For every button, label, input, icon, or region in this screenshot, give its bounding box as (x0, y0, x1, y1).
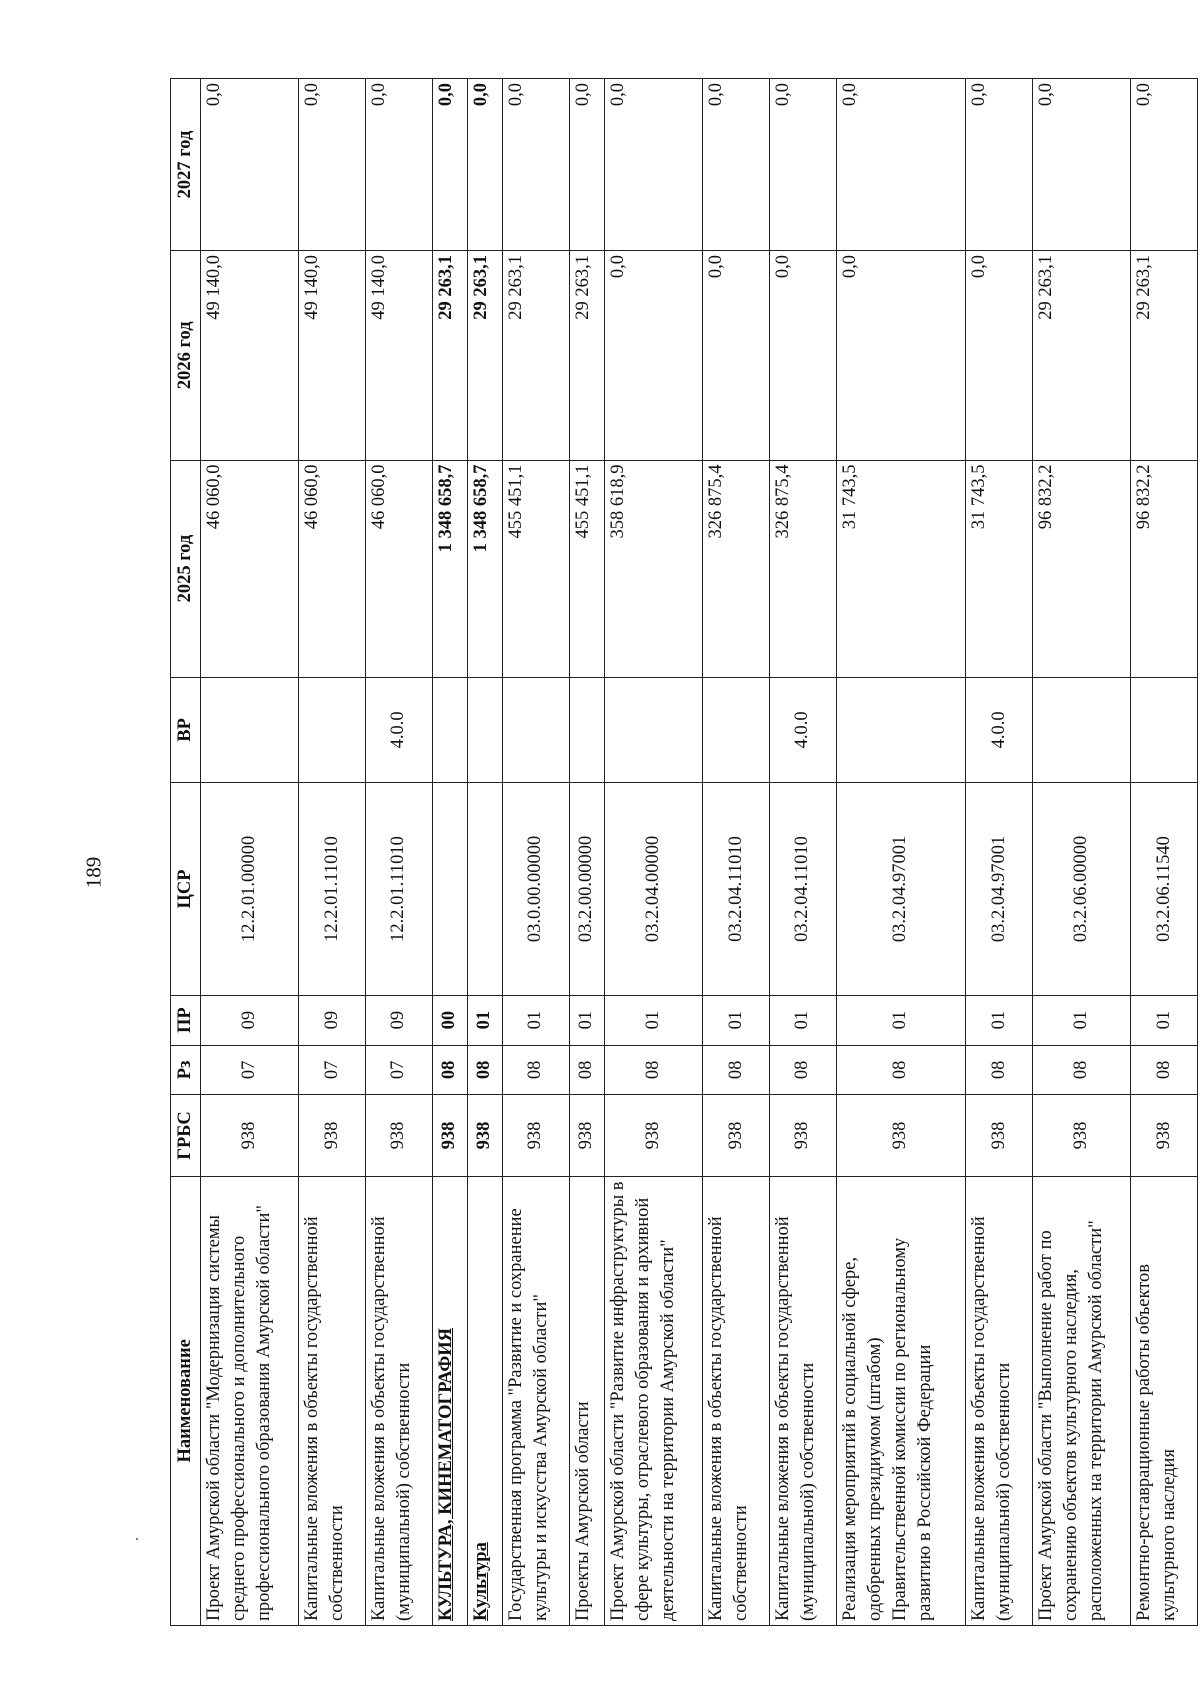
row-grbs: 938 (503, 1095, 570, 1176)
row-2025: 455 451,1 (503, 460, 570, 677)
row-2026: 49 140,0 (299, 250, 366, 460)
header-vr: ВР (171, 677, 201, 783)
row-rz: 08 (1032, 1045, 1130, 1095)
row-rz: 07 (201, 1045, 299, 1095)
row-pr: 01 (769, 995, 836, 1045)
row-vr (201, 677, 299, 783)
row-vr: 4.0.0 (365, 677, 432, 783)
table-row (1131, 79, 1198, 1626)
row-csr: 03.2.04.11010 (703, 783, 770, 996)
row-2026: 49 140,0 (365, 250, 432, 460)
row-csr: 03.2.04.97001 (966, 783, 1033, 996)
row-grbs: 938 (299, 1095, 366, 1176)
row-2027: 0,0 (703, 79, 770, 251)
row-rz: 08 (605, 1045, 703, 1095)
row-pr: 01 (569, 995, 604, 1045)
row-2027: 0,0 (769, 79, 836, 251)
row-name: Капитальные вложения в объекты государственной (муниципальной) собственности (365, 1176, 432, 1625)
row-vr (605, 677, 703, 783)
row-csr: 12.2.01.11010 (365, 783, 432, 996)
row-pr: 09 (299, 995, 366, 1045)
row-2026: 0,0 (836, 250, 966, 460)
table-row (432, 79, 467, 1626)
row-2025: 455 451,1 (569, 460, 604, 677)
row-2026: 49 140,0 (201, 250, 299, 460)
row-name: Проекты Амурской области (569, 1176, 604, 1625)
row-csr: 03.2.04.00000 (605, 783, 703, 996)
header-rz: Рз (171, 1045, 201, 1095)
row-grbs: 938 (467, 1095, 502, 1176)
row-name: Проект Амурской области "Развитие инфраструктуры в сфере культуры, отраслевого образования и архивной деятельности на территории Амурской области" (605, 1176, 703, 1625)
row-2025: 46 060,0 (299, 460, 366, 677)
row-2027: 0,0 (605, 79, 703, 251)
row-pr: 01 (703, 995, 770, 1045)
row-grbs: 938 (1032, 1095, 1130, 1176)
row-pr: 01 (467, 995, 502, 1045)
row-rz: 08 (836, 1045, 966, 1095)
table-row (201, 79, 299, 1626)
row-rz: 07 (299, 1045, 366, 1095)
row-name: КУЛЬТУРА, КИНЕМАТОГРАФИЯ (432, 1176, 467, 1625)
row-vr: 4.0.0 (769, 677, 836, 783)
row-grbs: 938 (703, 1095, 770, 1176)
row-rz: 08 (467, 1045, 502, 1095)
row-vr (299, 677, 366, 783)
row-pr: 01 (836, 995, 966, 1045)
header-name: Наименование (171, 1176, 201, 1625)
table-row (467, 79, 502, 1626)
row-name: Государственная программа "Развитие и сохранение культуры и искусства Амурской области" (503, 1176, 570, 1625)
row-2027: 0,0 (503, 79, 570, 251)
row-rz: 07 (365, 1045, 432, 1095)
row-2026: 29 263,1 (503, 250, 570, 460)
row-2025: 46 060,0 (365, 460, 432, 677)
row-rz: 08 (1131, 1045, 1198, 1095)
row-rz: 08 (769, 1045, 836, 1095)
row-vr: 4.0.0 (966, 677, 1033, 783)
header-2025: 2025 год (171, 460, 201, 677)
row-vr (432, 677, 467, 783)
row-2026: 29 263,1 (467, 250, 502, 460)
row-csr (467, 783, 502, 996)
row-name: Капитальные вложения в объекты государственной собственности (299, 1176, 366, 1625)
row-2025: 358 618,9 (605, 460, 703, 677)
page-number: 189 (81, 856, 106, 889)
row-2026: 29 263,1 (569, 250, 604, 460)
header-csr: ЦСР (171, 783, 201, 996)
row-grbs: 938 (365, 1095, 432, 1176)
row-rz: 08 (503, 1045, 570, 1095)
table-row (769, 79, 836, 1626)
header-pr: ПР (171, 995, 201, 1045)
rotated-table-container (170, 78, 1198, 1626)
row-name: Капитальные вложения в объекты государственной собственности (703, 1176, 770, 1625)
row-csr: 03.2.04.11010 (769, 783, 836, 996)
row-csr (432, 783, 467, 996)
row-pr: 01 (503, 995, 570, 1045)
row-2026: 29 263,1 (432, 250, 467, 460)
row-2026: 0,0 (769, 250, 836, 460)
row-vr (569, 677, 604, 783)
row-csr: 12.2.01.11010 (299, 783, 366, 996)
row-grbs: 938 (569, 1095, 604, 1176)
row-2027: 0,0 (365, 79, 432, 251)
row-grbs: 938 (432, 1095, 467, 1176)
row-2027: 0,0 (569, 79, 604, 251)
row-vr (1032, 677, 1130, 783)
row-csr: 03.0.00.00000 (503, 783, 570, 996)
row-name: Реализация мероприятий в социальной сфере, одобренных президиумом (штабом) Правительственной комиссии по региональному развитию в Российской Федерации (836, 1176, 966, 1625)
row-pr: 09 (365, 995, 432, 1045)
row-vr (703, 677, 770, 783)
row-2025: 96 832,2 (1131, 460, 1198, 677)
row-2026: 29 263,1 (1032, 250, 1130, 460)
table-row (503, 79, 570, 1626)
row-csr: 12.2.01.00000 (201, 783, 299, 996)
row-grbs: 938 (201, 1095, 299, 1176)
row-vr (467, 677, 502, 783)
header-2026: 2026 год (171, 250, 201, 460)
table-row (836, 79, 966, 1626)
row-vr (1131, 677, 1198, 783)
row-vr (836, 677, 966, 783)
table-row (299, 79, 366, 1626)
row-2025: 326 875,4 (769, 460, 836, 677)
row-grbs: 938 (769, 1095, 836, 1176)
row-grbs: 938 (966, 1095, 1033, 1176)
row-rz: 08 (703, 1045, 770, 1095)
row-2025: 31 743,5 (966, 460, 1033, 677)
table-row (966, 79, 1033, 1626)
scan-speck (136, 1538, 138, 1540)
table-row (569, 79, 604, 1626)
row-name: Проект Амурской области "Модернизация системы среднего профессионального и дополнительного профессионального образования Амурской области" (201, 1176, 299, 1625)
row-csr: 03.2.04.97001 (836, 783, 966, 996)
row-pr: 01 (966, 995, 1033, 1045)
row-rz: 08 (966, 1045, 1033, 1095)
row-csr: 03.2.06.00000 (1032, 783, 1130, 996)
row-grbs: 938 (1131, 1095, 1198, 1176)
table-row (365, 79, 432, 1626)
header-row (171, 79, 201, 1626)
row-name: Ремонтно-реставрационные работы объектов культурного наследия (1131, 1176, 1198, 1625)
row-pr: 00 (432, 995, 467, 1045)
row-2026: 0,0 (966, 250, 1033, 460)
row-2026: 29 263,1 (1131, 250, 1198, 460)
row-vr (503, 677, 570, 783)
row-2027: 0,0 (201, 79, 299, 251)
row-grbs: 938 (605, 1095, 703, 1176)
row-2027: 0,0 (1032, 79, 1130, 251)
row-pr: 01 (1032, 995, 1130, 1045)
row-2025: 46 060,0 (201, 460, 299, 677)
row-grbs: 938 (836, 1095, 966, 1176)
table-row (703, 79, 770, 1626)
row-pr: 01 (605, 995, 703, 1045)
row-2027: 0,0 (966, 79, 1033, 251)
header-2027: 2027 год (171, 79, 201, 251)
row-2027: 0,0 (836, 79, 966, 251)
row-pr: 09 (201, 995, 299, 1045)
row-2027: 0,0 (1131, 79, 1198, 251)
table-row (1032, 79, 1130, 1626)
row-name: Проект Амурской области "Выполнение работ по сохранению объектов культурного наследия, расположенных на территории Амурской области" (1032, 1176, 1130, 1625)
row-csr: 03.2.00.00000 (569, 783, 604, 996)
row-2027: 0,0 (467, 79, 502, 251)
row-pr: 01 (1131, 995, 1198, 1045)
budget-table (170, 78, 1198, 1626)
row-2025: 1 348 658,7 (467, 460, 502, 677)
row-name: Капитальные вложения в объекты государственной (муниципальной) собственности (966, 1176, 1033, 1625)
row-2025: 31 743,5 (836, 460, 966, 677)
row-2027: 0,0 (432, 79, 467, 251)
row-rz: 08 (432, 1045, 467, 1095)
table-row (605, 79, 703, 1626)
table-body (201, 79, 1198, 1626)
row-name: Капитальные вложения в объекты государственной (муниципальной) собственности (769, 1176, 836, 1625)
row-2026: 0,0 (703, 250, 770, 460)
header-grbs: ГРБС (171, 1095, 201, 1176)
row-rz: 08 (569, 1045, 604, 1095)
row-2027: 0,0 (299, 79, 366, 251)
row-2025: 96 832,2 (1032, 460, 1130, 677)
row-2025: 1 348 658,7 (432, 460, 467, 677)
row-csr: 03.2.06.11540 (1131, 783, 1198, 996)
row-name: Культура (467, 1176, 502, 1625)
row-2026: 0,0 (605, 250, 703, 460)
row-2025: 326 875,4 (703, 460, 770, 677)
